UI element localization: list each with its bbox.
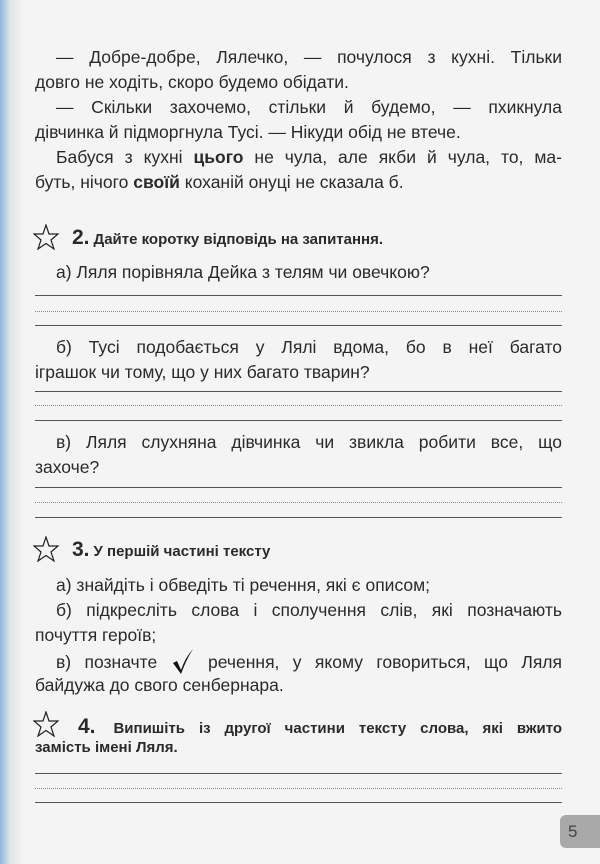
page-number: 5 [560,815,600,848]
text: коханій онуці не сказала б. [179,172,404,192]
question-a: а) Ляля порівняла Дейка з телям чи овечкою? [56,262,430,282]
passage-line [35,170,562,195]
text: речення, у якому говориться, що Ляля [208,652,562,672]
star-icon [33,536,59,562]
answer-line[interactable] [35,420,562,421]
instruction-c [35,648,562,675]
task-3-heading [72,538,270,562]
star-icon [33,224,59,250]
task-title: У першій частині тексту [93,543,271,560]
question-b: б) Тусі подобається у Лялі вдома, бо в неї багато [56,337,562,357]
checkmark-icon [171,648,195,674]
passage-line: дівчинка й підморгнула Тусі. — Нікуди обід не втече. [35,122,461,142]
bold-word: цього [193,147,244,167]
answer-guide-line [35,405,562,406]
task-number: 2. [72,226,90,249]
task-title: Дайте коротку відповідь на запитання. [93,231,384,248]
question-c: в) Ляля слухняна дівчинка чи звикла робити все, що [56,432,562,452]
answer-guide-line [35,502,562,503]
text: не чула, але якби й чула, то, ма- [243,147,562,167]
task-title: Випишіть із другої частини тексту слова, які вжито [113,720,563,737]
answer-guide-line [35,788,562,789]
answer-guide-line [35,311,562,312]
page-binding-shadow [9,0,23,864]
task-4-heading [78,715,562,739]
answer-line[interactable] [35,391,562,392]
page-binding-edge [0,0,9,864]
answer-line[interactable] [35,802,562,803]
task-2-heading [72,226,383,250]
question-c: захоче? [35,457,100,477]
passage-line: довго не ходіть, скоро будемо обідати. [35,72,349,92]
answer-line[interactable] [35,325,562,326]
answer-line[interactable] [35,487,562,488]
answer-line[interactable] [35,773,562,774]
text: Бабуся з кухні [56,147,194,167]
instruction-b: почуття героїв; [35,625,157,645]
instruction-c: байдужа до свого сенбернара. [35,675,284,695]
answer-line[interactable] [35,517,562,518]
bold-word: своїй [133,172,180,192]
answer-line[interactable] [35,295,562,296]
passage-line: — Добре-добре, Лялечко, — почулося з кухні. Тільки [56,47,562,67]
instruction-a: а) знайдіть і обведіть ті речення, які є описом; [56,575,431,595]
passage-line: — Скільки захочемо, стільки й будемо, — пхикнула [56,97,562,117]
task-number: 3. [72,538,90,561]
passage-line [35,145,562,170]
question-b: іграшок чи тому, що у них багато тварин? [35,362,370,382]
text: буть, нічого [35,172,134,192]
instruction-b: б) підкресліть слова і сполучення слів, які позначають [56,600,562,620]
task-4-heading-cont: замість імені Ляля. [35,739,178,756]
task-number: 4. [78,715,96,738]
star-icon [33,711,59,737]
text: в) позначте [56,652,158,672]
